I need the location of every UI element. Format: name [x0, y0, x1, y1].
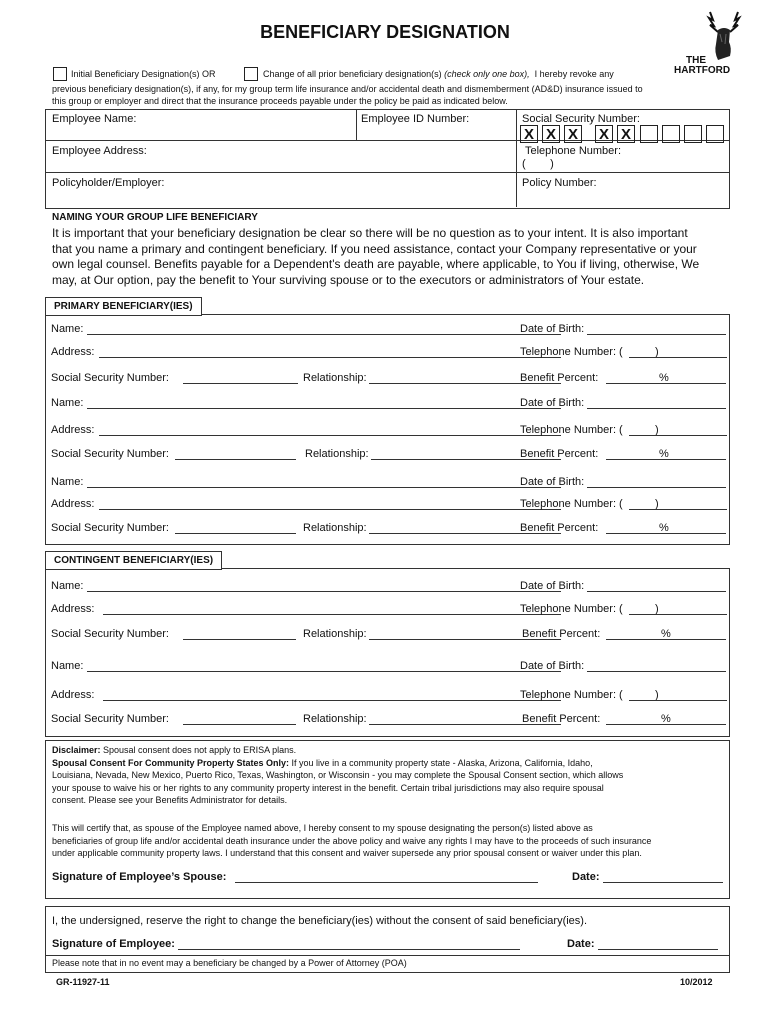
initial-designation-checkbox[interactable]: [53, 67, 67, 81]
primary-2-name-field[interactable]: [87, 408, 561, 409]
primary-2-phone-field[interactable]: [629, 435, 727, 436]
ssn-digit-box[interactable]: X: [520, 125, 538, 143]
ssn-digit-box[interactable]: [706, 125, 724, 143]
primary-1-phone-field[interactable]: [629, 357, 727, 358]
ssn-digit-box[interactable]: [684, 125, 702, 143]
primary-3-phone-field[interactable]: [629, 509, 727, 510]
employee-address-label: Employee Address:: [52, 145, 147, 157]
employee-date-field[interactable]: [598, 949, 718, 950]
naming-paragraph: It is important that your beneficiary designation be clear so there will be no question as to your intent. It is also important that you name a primary and contingent beneficiary. If you need assistance, contact your Company representative or your own legal counsel. Benefits payable for a Dependent's death are payable, where applicable, to You if living, otherwise, We may, at Our option, pay the benefit to Your surviving spouse or to the executors or administrators of Your estate.: [52, 226, 700, 287]
naming-heading: NAMING YOUR GROUP LIFE BENEFICIARY: [52, 212, 258, 223]
spouse-date-field[interactable]: [603, 882, 723, 883]
change-designation-label: Change of all prior beneficiary designation(s) (check only one box), I hereby revoke any: [263, 69, 614, 79]
spousal-certify-text: This will certify that, as spouse of the Employee named above, I hereby consent to my spouse designating the person(s) listed above as beneficiaries of group life and/or accidental death insurance under the above policy and waive any rights I may have to the proceeds of such insurance under applicable community property laws. I understand that this consent and waiver supersede any prior spousal consent or waiver under this plan.: [52, 823, 652, 858]
contingent-1-phone-field[interactable]: [629, 614, 727, 615]
employee-signature-field[interactable]: [178, 949, 520, 950]
spouse-signature-field[interactable]: [235, 882, 538, 883]
primary-2-dob-field[interactable]: [587, 408, 726, 409]
employee-signature-label: Signature of Employee:: [52, 938, 175, 950]
policyholder-label: Policyholder/Employer:: [52, 177, 165, 189]
primary-2-address-field[interactable]: [99, 435, 561, 436]
primary-3-address-field[interactable]: [99, 509, 561, 510]
primary-heading: PRIMARY BENEFICIARY(IES): [45, 297, 202, 316]
logo-wordmark-the: THE: [686, 55, 706, 66]
contingent-heading: CONTINGENT BENEFICIARY(IES): [45, 551, 222, 570]
poa-note: Please note that in no event may a beneficiary be changed by a Power of Attorney (POA): [52, 958, 407, 968]
primary-3-ssn-field[interactable]: [175, 533, 296, 534]
contingent-1-address-field[interactable]: [103, 614, 561, 615]
ssn-digit-box[interactable]: X: [542, 125, 560, 143]
spousal-consent-text: Disclaimer: Spousal consent does not apply to ERISA plans. Spousal Consent For Community Property States Only: If you live in a community property state - Alaska, Arizona, California, Idaho, Louisiana, Nevada, New Mexico, Puerto Rico, Texas, Washington, or Wisconsin - you may complete the Spousal Consent section, which allows your spouse to waive his or her rights to any community property interest in the benefit. Certain tribal jurisdictions may also require spousal consent. Please see your Benefits Administrator for details.: [52, 745, 624, 805]
contingent-2-phone-field[interactable]: [629, 700, 727, 701]
contingent-2-address-field[interactable]: [103, 700, 561, 701]
logo-wordmark-hartford: HARTFORD: [674, 65, 731, 76]
primary-3-dob-field[interactable]: [587, 487, 726, 488]
ssn-digit-box[interactable]: X: [564, 125, 582, 143]
employee-phone-label: Telephone Number:: [525, 145, 622, 157]
ssn-digit-box[interactable]: [640, 125, 658, 143]
form-number: GR-11927-11: [56, 977, 110, 987]
form-date: 10/2012: [680, 977, 713, 987]
change-designation-checkbox[interactable]: [244, 67, 258, 81]
primary-1-address-field[interactable]: [99, 357, 561, 358]
employee-ssn-label: Social Security Number:: [522, 113, 640, 125]
primary-3-name-field[interactable]: [87, 487, 561, 488]
contingent-1-dob-field[interactable]: [587, 591, 726, 592]
employee-name-label: Employee Name:: [52, 113, 137, 125]
intro-line-2: previous beneficiary designation(s), if any, for my group term life insurance and/or accidental death and dismemberment (AD&D) insurance issued to: [52, 84, 643, 94]
reserve-right-text: I, the undersigned, reserve the right to change the beneficiary(ies) without the consent of said beneficiary(ies).: [52, 915, 588, 927]
ssn-digit-box[interactable]: X: [617, 125, 635, 143]
contingent-beneficiary-box: [45, 568, 730, 737]
primary-1-name-field[interactable]: [87, 334, 561, 335]
primary-beneficiary-box: [45, 314, 730, 545]
contingent-2-ssn-field[interactable]: [183, 724, 296, 725]
primary-1-dob-field[interactable]: [587, 334, 726, 335]
spouse-date-label: Date:: [572, 871, 600, 883]
ssn-digit-box[interactable]: [662, 125, 680, 143]
employee-id-label: Employee ID Number:: [361, 113, 470, 125]
employee-date-label: Date:: [567, 938, 595, 950]
contingent-2-name-field[interactable]: [87, 671, 561, 672]
primary-1-ssn-field[interactable]: [183, 383, 298, 384]
initial-designation-label: Initial Beneficiary Designation(s) OR: [71, 69, 216, 79]
spouse-signature-label: Signature of Employee’s Spouse:: [52, 871, 227, 883]
policy-number-label: Policy Number:: [522, 177, 597, 189]
page-title: BENEFICIARY DESIGNATION: [260, 22, 510, 42]
intro-line-3: this group or employer and direct that the insurance proceeds payable under the policy be paid as indicated below.: [52, 96, 508, 106]
contingent-1-name-field[interactable]: [87, 591, 561, 592]
primary-2-ssn-field[interactable]: [175, 459, 296, 460]
employee-phone-field[interactable]: ( ): [522, 158, 554, 170]
contingent-1-ssn-field[interactable]: [183, 639, 296, 640]
employee-name-field[interactable]: [150, 112, 350, 134]
ssn-digit-box[interactable]: X: [595, 125, 613, 143]
contingent-2-dob-field[interactable]: [587, 671, 726, 672]
